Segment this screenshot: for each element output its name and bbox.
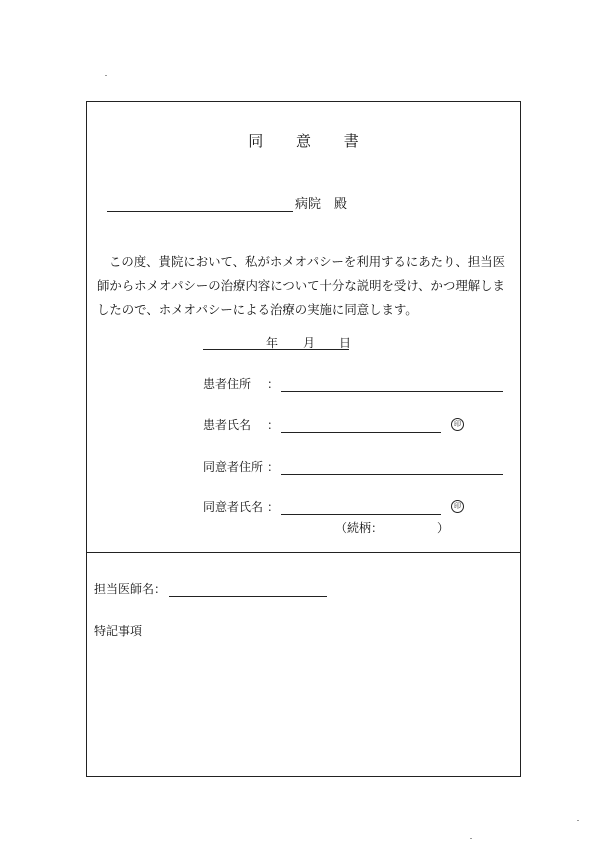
addressee-line — [107, 193, 347, 212]
colon: ： — [267, 500, 280, 514]
colon: ： — [267, 418, 280, 432]
seal-mark-icon: 印 — [451, 418, 464, 431]
date-month-label: 月 — [303, 336, 316, 350]
consent-form — [86, 101, 521, 777]
attending-doctor-field — [94, 580, 327, 597]
date-year-label: 年 — [266, 336, 279, 350]
hospital-suffix: 病院 — [295, 197, 322, 212]
patient-name-label: 患者氏名 — [203, 418, 252, 432]
seal-mark-icon: 印 — [451, 500, 464, 513]
hospital-name-blank[interactable] — [107, 197, 293, 212]
consenter-address-field — [203, 458, 503, 475]
special-notes-label: 特記事項 — [94, 624, 143, 638]
attending-doctor-blank[interactable] — [169, 582, 327, 597]
form-title: 同 意 書 — [248, 132, 373, 150]
date-line[interactable] — [203, 334, 352, 350]
patient-name-field — [203, 416, 441, 433]
patient-name-blank[interactable] — [281, 418, 441, 433]
attending-doctor-label: 担当医師名： — [94, 582, 167, 596]
consenter-name-field — [203, 498, 441, 515]
patient-address-field — [203, 375, 503, 392]
colon: ： — [267, 460, 280, 474]
patient-address-label: 患者住所 — [203, 377, 252, 391]
consenter-name-blank[interactable] — [281, 500, 441, 515]
patient-address-blank[interactable] — [281, 377, 503, 392]
colon: ： — [267, 377, 280, 391]
honorific: 殿 — [334, 197, 348, 212]
relationship-field[interactable]: （続柄： ） — [335, 521, 450, 535]
consenter-name-label: 同意者氏名 — [203, 500, 264, 514]
date-day-label: 日 — [339, 336, 352, 350]
section-divider — [87, 552, 520, 553]
consenter-address-label: 同意者住所 — [203, 460, 264, 474]
consenter-address-blank[interactable] — [281, 460, 503, 475]
consent-statement: この度、貴院において、私がホメオパシーを利用するにあたり、担当医師からホメオパシーの治療内容について十分な説明を受け、かつ理解しましたので、ホメオパシーによる治療の実施に同意します。 — [97, 254, 506, 317]
